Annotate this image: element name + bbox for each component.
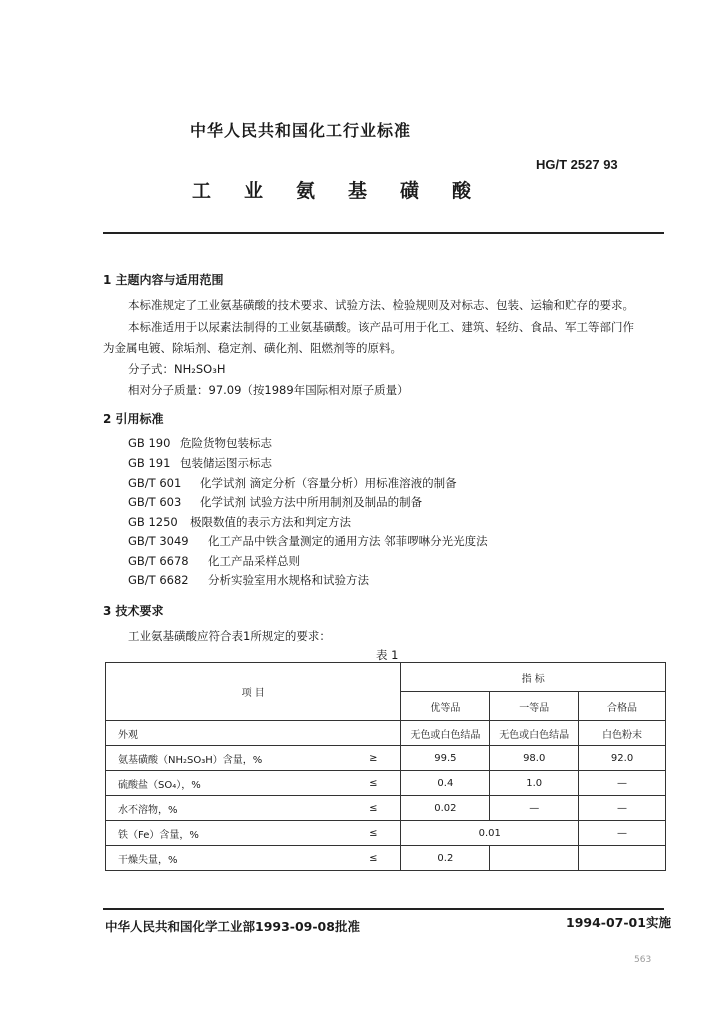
formula-label: 分子式： [128,362,174,376]
row-value [490,846,579,871]
row-comparator: ≤ [346,796,401,821]
row-item: 干燥失量，% [106,846,347,871]
row-item: 外观 [106,721,347,746]
row-value: 1.0 [490,771,579,796]
row-value [579,846,666,871]
row-item: 硫酸盐（SO₄），% [106,771,347,796]
row-value: 99.5 [401,746,490,771]
reference-item [128,533,488,549]
table-row [106,796,666,821]
row-value: 0.4 [401,771,490,796]
item-header: 项 目 [106,663,401,721]
reference-item [128,514,351,530]
row-value: — [490,796,579,821]
page-number: 563 [634,955,652,965]
reference-code: GB 1250 [128,515,178,529]
reference-title: 包装储运图示标志 [180,456,272,470]
formula-value: NH₂SO₃H [174,362,226,376]
reference-title: 化工产品中铁含量测定的通用方法 邻菲啰啉分光光度法 [208,534,488,548]
reference-item [128,475,457,491]
row-value: 0.02 [401,796,490,821]
row-comparator: ≤ [346,821,401,846]
row-comparator: ≤ [346,846,401,871]
row-value: 0.2 [401,846,490,871]
row-item: 氨基磺酸（NH₂SO₃H）含量，% [106,746,347,771]
row-value-merged: 0.01 [401,821,579,846]
row-value: 无色或白色结晶 [490,721,579,746]
table-header-row [106,663,666,692]
molecular-formula [128,361,225,377]
table-row [106,846,666,871]
row-comparator: ≥ [346,746,401,771]
row-value: 无色或白色结晶 [401,721,490,746]
section-3-heading: 3 技术要求 [103,604,164,618]
row-item: 水不溶物，% [106,796,347,821]
standard-code: HG/T 2527 93 [536,157,618,172]
row-value: 白色粉末 [579,721,666,746]
reference-code: GB 191 [128,456,171,470]
grade-first: 一等品 [490,692,579,721]
reference-item [128,572,369,588]
effective-date: 1994-07-01实施 [566,915,671,930]
reference-title: 化学试剂 试验方法中所用制剂及制品的制备 [200,495,423,509]
reference-title: 分析实验室用水规格和试验方法 [208,573,369,587]
molecular-mass: 相对分子质量：97.09（按1989年国际相对原子质量） [128,383,409,397]
header-rule [103,232,664,234]
reference-item [128,494,422,510]
reference-title: 极限数值的表示方法和判定方法 [190,515,351,529]
section-2-heading: 2 引用标准 [103,412,164,426]
reference-title: 化工产品采样总则 [208,554,300,568]
document-title: 工业氨基磺酸 [192,180,505,202]
grade-qualified: 合格品 [579,692,666,721]
reference-code: GB/T 6682 [128,573,189,587]
row-value: — [579,771,666,796]
row-value: — [579,796,666,821]
section-1-heading: 1 主题内容与适用范围 [103,273,224,287]
reference-item [128,435,272,451]
reference-code: GB/T 601 [128,476,182,490]
section-1-para-2a: 本标准适用于以尿素法制得的工业氨基磺酸。该产品可用于化工、建筑、轻纺、食品、军工等部门作 [128,320,634,334]
section-3-intro: 工业氨基磺酸应符合表1所规定的要求： [128,629,331,643]
row-comparator [346,721,401,746]
row-item: 铁（Fe）含量，% [106,821,347,846]
row-value: 98.0 [490,746,579,771]
reference-title: 危险货物包装标志 [180,436,272,450]
reference-title: 化学试剂 滴定分析（容量分析）用标准溶液的制备 [200,476,457,490]
requirements-table [105,662,666,871]
reference-item [128,455,272,471]
section-1-para-1: 本标准规定了工业氨基磺酸的技术要求、试验方法、检验规则及对标志、包装、运输和贮存的要求。 [128,298,634,312]
table-row [106,771,666,796]
table-row [106,821,666,846]
index-header: 指 标 [401,663,666,692]
reference-code: GB/T 6678 [128,554,189,568]
approval-statement: 中华人民共和国化学工业部1993-09-08批准 [105,919,360,934]
reference-item [128,553,300,569]
row-value: 92.0 [579,746,666,771]
row-value: — [579,821,666,846]
table-row [106,746,666,771]
row-comparator: ≤ [346,771,401,796]
issuing-organization: 中华人民共和国化工行业标准 [190,121,412,140]
footer-rule [103,908,664,910]
table-caption: 表 1 [376,648,399,662]
table-row [106,721,666,746]
grade-premium: 优等品 [401,692,490,721]
reference-code: GB/T 3049 [128,534,189,548]
reference-code: GB/T 603 [128,495,182,509]
reference-code: GB 190 [128,436,171,450]
section-1-para-2b: 为金属电镀、除垢剂、稳定剂、磺化剂、阻燃剂等的原料。 [103,341,402,355]
